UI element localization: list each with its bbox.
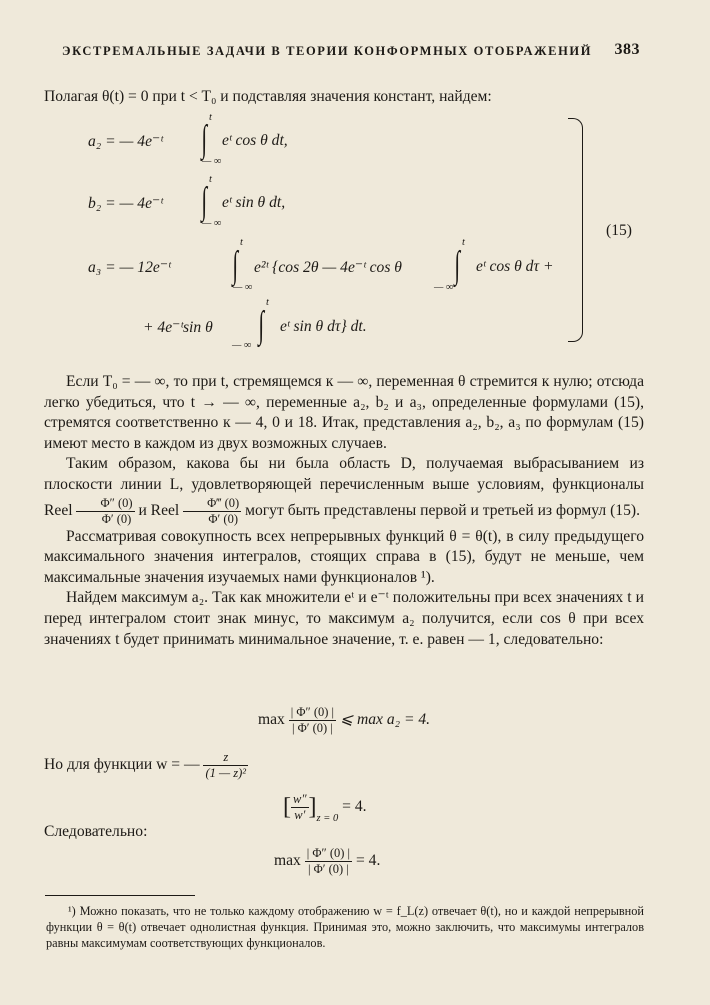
paragraph-functionals-mid: и Reel — [138, 501, 180, 519]
bracket-fraction — [291, 792, 309, 823]
fraction-phi2-over-phi1 — [76, 496, 134, 527]
a2-lower-limit: — ∞ — [202, 156, 222, 167]
paragraph-maximum-a2: Найдем максимум a₂. Так как множители eᵗ и e⁻ᵗ положительны при всех значениях t и перед интегралом стоит знак минус, то максимум a₂ получится, если cos θ при всех значениях t будет принимать минимальное значение, т. е. равен — 1, следовательно: — [44, 589, 644, 648]
fraction-denominator: | Φ′ (0) | — [292, 721, 333, 735]
a3-continuation-integrand: eᵗ sin θ dτ} dt. — [280, 318, 367, 335]
a2-integral-sign: ∫ — [201, 118, 208, 160]
b2-lhs: b₂ = — 4e⁻ᵗ — [88, 195, 163, 212]
intro-line: Полагая θ(t) = 0 при t < T₀ и подставляя значения констант, найдем: — [44, 88, 492, 105]
max-equality-rhs: = 4. — [355, 852, 381, 870]
a2-integrand: eᵗ cos θ dt, — [222, 132, 288, 149]
a3-integrand: e²ᵗ {cos 2θ — 4e⁻ᵗ cos θ — [254, 259, 402, 276]
a3-inner-integrand: eᵗ cos θ dτ + — [476, 258, 554, 275]
a3-lhs: a₃ = — 12e⁻ᵗ — [88, 259, 171, 276]
fraction-denominator: Φ′ (0) — [208, 511, 238, 526]
fraction-numerator: | Φ″ (0) | — [306, 846, 351, 860]
paragraph-continuous-functions: Рассматривая совокупность всех непрерывных функций θ = θ(t), в силу предыдущего максимального значения интегралов, стоящих справа в (15), будут не меньше, чем максимальные значения изучаемых нами функционалов ¹). — [44, 527, 644, 586]
a2-lhs: a₂ = — 4e⁻ᵗ — [88, 133, 163, 150]
line-therefore: Следовательно: — [44, 823, 148, 840]
a3-cont-lower-limit: — ∞ — [232, 340, 252, 351]
footnote-text: ¹) Можно показать, что не только каждому отображению w = f_L(z) отвечает θ(t), но и каждой непрерывной функции θ = θ(t) отвечает однолистная функция. Принимая это, можно заключить, что максимумы интегралов равны максимумам соответствующих функционалов. — [46, 904, 644, 951]
b2-upper-limit: t — [209, 174, 212, 185]
fraction-phi3-over-phi1 — [183, 496, 241, 527]
max-label: max — [274, 852, 301, 870]
a3-cont-integral-sign: ∫ — [258, 304, 265, 346]
b2-lower-limit: — ∞ — [202, 218, 222, 229]
w-fraction — [203, 750, 248, 781]
max-inequality-rhs: ⩽ max a₂ = 4. — [339, 711, 431, 729]
a3-continuation-lhs: + 4e⁻ᵗsin θ — [143, 319, 213, 336]
max-fraction — [289, 705, 336, 736]
paragraph-limit-case: Если T₀ = — ∞, то при t, стремящемся к — ∞, переменная θ стремится к нулю; отсюда легко убедиться, что t → — ∞, переменные a₂, b₂ и a₃, определенные формулами (15), стремятся соответственно к — 4, 0 и 18. Итак, представления a₂, b₂, a₃ по формулам (15) имеют место в каждом из двух возможных случаев. — [44, 373, 644, 452]
a2-upper-limit: t — [209, 112, 212, 123]
a3-inner-upper-limit: t — [462, 237, 465, 248]
equation-max-equality — [274, 846, 380, 877]
fraction-numerator: Φ″ (0) — [76, 496, 134, 512]
b2-integral-sign: ∫ — [201, 180, 208, 222]
fraction-numerator: z — [203, 750, 248, 766]
fraction-denominator: Φ′ (0) — [101, 511, 132, 526]
page-number: 383 — [614, 41, 640, 58]
a3-upper-limit: t — [240, 237, 243, 248]
bracket-subscript: z = 0 — [316, 813, 339, 825]
footnote — [46, 903, 644, 952]
fraction-numerator: Φ‴ (0) — [183, 496, 241, 512]
a3-cont-upper-limit: t — [266, 297, 269, 308]
function-w-text: Но для функции w = — — [44, 756, 200, 774]
running-header — [62, 41, 640, 59]
a3-lower-limit: — ∞ — [233, 282, 253, 293]
left-bracket: [ — [283, 794, 291, 820]
equation-number: (15) — [606, 222, 632, 239]
a3-inner-lower-limit: — ∞ — [434, 282, 454, 293]
fraction-denominator: (1 — z)² — [205, 766, 247, 780]
right-bracket: ] — [308, 794, 317, 820]
a3-inner-integral-sign: ∫ — [454, 244, 461, 286]
footnote-rule — [45, 895, 195, 896]
equation-max-inequality — [258, 705, 430, 736]
paragraph-functionals-start: Таким образом, какова бы ни была область D, получаемая выбрасыванием из плоскости линии L, удовлетворяющей перечисленным выше условиям, функционалы Reel — [44, 455, 644, 519]
equation-bracket — [283, 792, 367, 824]
system-right-brace — [568, 118, 583, 342]
paragraph-functionals-end: могут быть представлены первой и третьей из формул (15). — [245, 501, 640, 519]
a3-integral-sign: ∫ — [232, 244, 239, 286]
max-label: max — [258, 711, 285, 729]
fraction-denominator: w′ — [294, 808, 306, 822]
running-title: ЭКСТРЕМАЛЬНЫЕ ЗАДАЧИ В ТЕОРИИ КОНФОРМНЫХ ОТОБРАЖЕНИЙ — [62, 44, 593, 58]
fraction-numerator: w″ — [293, 792, 307, 806]
paragraph-functionals — [44, 454, 644, 526]
fraction-numerator: | Φ″ (0) | — [290, 705, 335, 719]
body-text — [44, 372, 644, 650]
bracket-rhs: = 4. — [342, 798, 367, 816]
fraction-denominator: | Φ′ (0) | — [308, 862, 349, 876]
max-fraction — [305, 846, 352, 877]
b2-integrand: eᵗ sin θ dt, — [222, 194, 286, 211]
line-function-w — [44, 750, 248, 781]
